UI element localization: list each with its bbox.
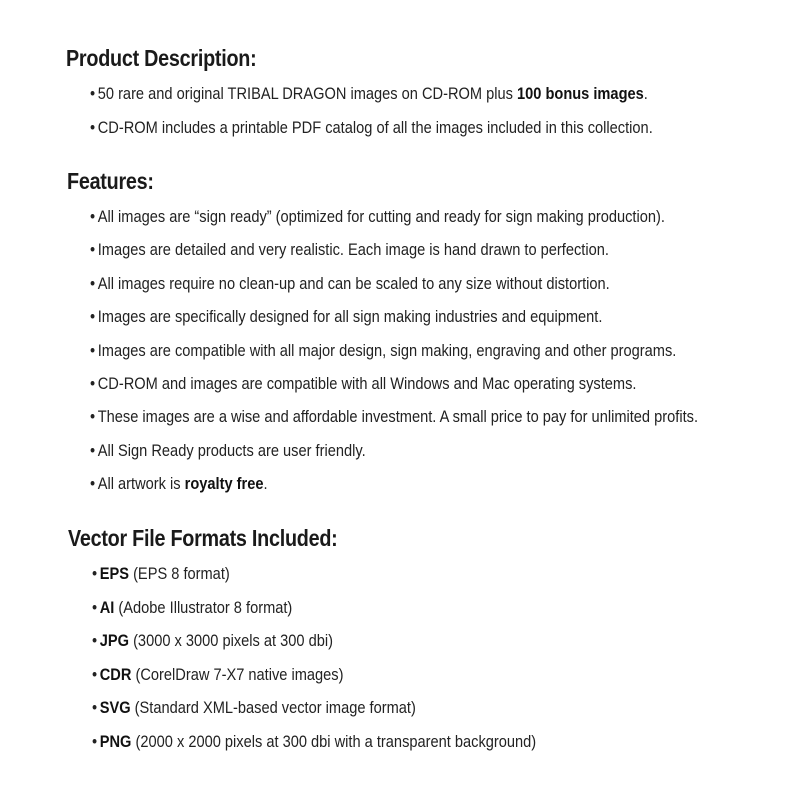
bullet: • <box>90 240 96 260</box>
features-heading: Features: <box>67 168 154 194</box>
item-bold-text: 100 bonus images <box>517 84 644 103</box>
bullet: • <box>92 731 98 751</box>
list-item <box>90 407 698 427</box>
format-name: CDR <box>99 664 132 684</box>
list-item <box>92 598 536 618</box>
list-item <box>90 374 698 394</box>
bullet: • <box>92 597 98 617</box>
list-item <box>90 240 698 260</box>
bullet: • <box>90 340 96 360</box>
item-text: Images are compatible with all major design, sign making, engraving and other programs. <box>97 340 677 360</box>
item-text: All artwork is <box>97 474 185 494</box>
item-text: All images require no clean-up and can be scaled to any size without distortion. <box>97 273 610 293</box>
list-item <box>92 698 536 718</box>
features-list <box>90 207 797 508</box>
item-text: All Sign Ready products are user friendly. <box>97 440 366 460</box>
bullet: • <box>92 698 98 717</box>
list-item <box>90 207 698 227</box>
product-description-list <box>90 84 744 151</box>
format-description: (CorelDraw 7-X7 native images) <box>131 664 344 684</box>
item-text-after: . <box>263 474 268 494</box>
bullet: • <box>90 440 96 460</box>
product-description-heading: Product Description: <box>66 45 257 71</box>
list-item <box>92 732 536 752</box>
bullet: • <box>90 373 96 393</box>
item-text-after: . <box>643 84 648 103</box>
list-item <box>92 564 536 584</box>
list-item <box>92 665 536 685</box>
list-item <box>90 118 653 138</box>
list-item <box>90 84 653 104</box>
item-bold-text: royalty free <box>184 474 264 494</box>
bullet: • <box>90 117 96 137</box>
format-description: (Standard XML-based vector image format) <box>130 698 416 717</box>
format-description: (3000 x 3000 pixels at 300 dbi) <box>129 631 334 650</box>
bullet: • <box>92 564 98 583</box>
item-text: Images are specifically designed for all sign making industries and equipment. <box>97 307 603 327</box>
format-name: AI <box>99 597 115 617</box>
item-text: These images are a wise and affordable investment. A small price to pay for unlimited profits. <box>97 407 699 427</box>
bullet: • <box>90 207 96 226</box>
format-name: EPS <box>99 564 130 583</box>
bullet: • <box>90 84 96 103</box>
list-item <box>90 341 698 361</box>
list-item <box>90 474 698 494</box>
format-name: SVG <box>99 698 131 717</box>
list-item <box>90 307 698 327</box>
item-text: CD-ROM includes a printable PDF catalog of all the images included in this collection. <box>97 117 653 137</box>
item-text: Images are detailed and very realistic. Each image is hand drawn to perfection. <box>97 240 609 260</box>
item-text: CD-ROM and images are compatible with all Windows and Mac operating systems. <box>97 373 637 393</box>
format-name: JPG <box>99 631 130 650</box>
bullet: • <box>90 474 96 494</box>
list-item <box>90 274 698 294</box>
bullet: • <box>90 273 96 293</box>
list-item <box>90 441 698 461</box>
bullet: • <box>92 631 98 650</box>
bullet: • <box>92 664 98 684</box>
format-description: (EPS 8 format) <box>129 564 230 583</box>
list-item <box>92 631 536 651</box>
vector-formats-heading: Vector File Formats Included: <box>68 525 338 551</box>
bullet: • <box>90 307 96 327</box>
format-description: (2000 x 2000 pixels at 300 dbi with a transparent background) <box>131 731 537 751</box>
bullet: • <box>90 407 96 427</box>
format-name: PNG <box>99 731 132 751</box>
item-text: All images are “sign ready” (optimized for cutting and ready for sign making production). <box>97 207 665 226</box>
item-text: 50 rare and original TRIBAL DRAGON images on CD-ROM plus <box>97 84 518 103</box>
vector-formats-list <box>92 564 608 765</box>
format-description: (Adobe Illustrator 8 format) <box>114 597 293 617</box>
